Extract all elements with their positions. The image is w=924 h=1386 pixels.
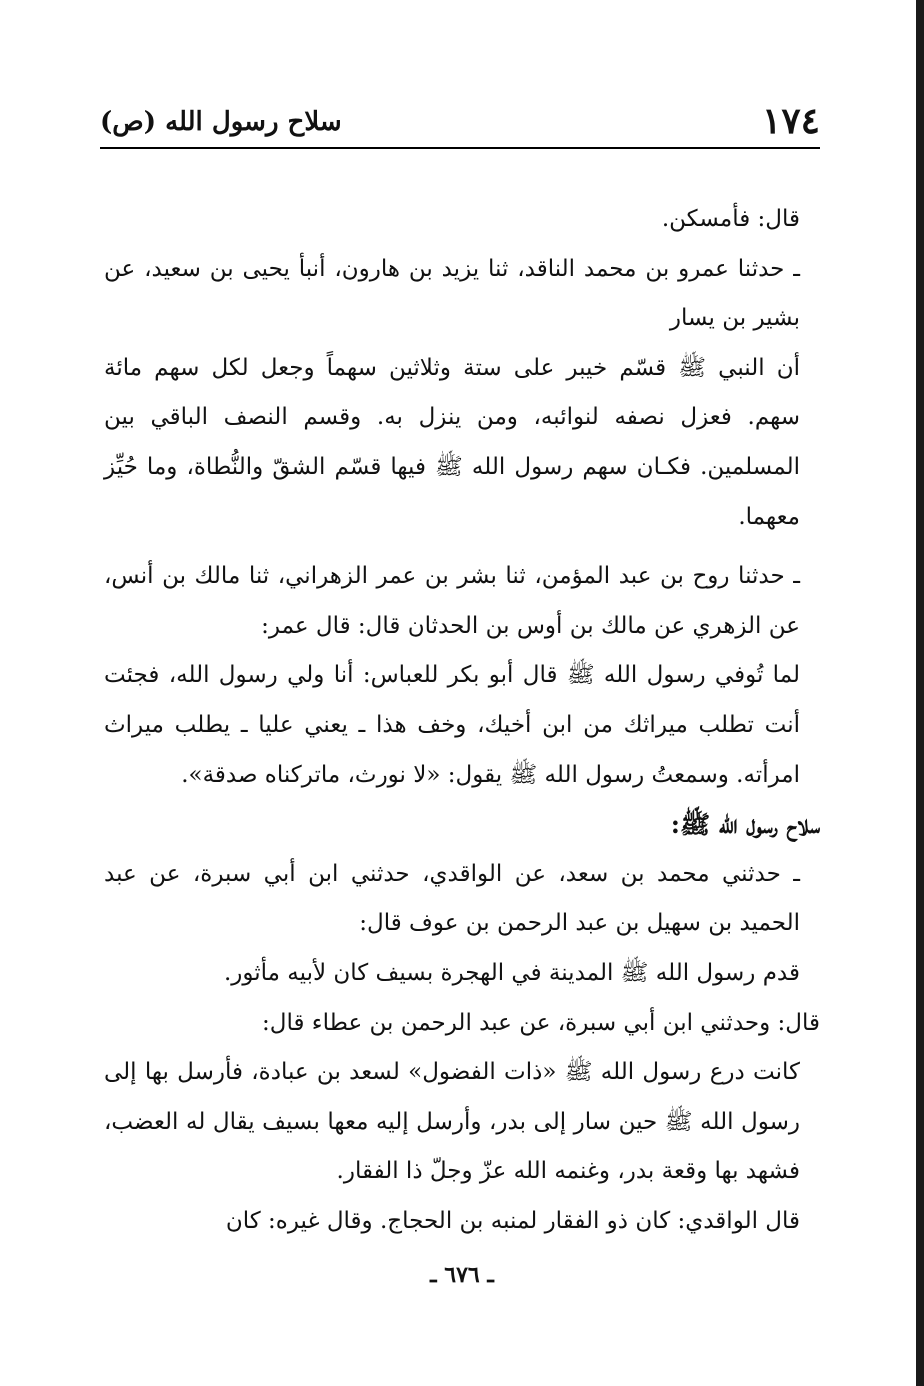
paragraph: أن النبي ﷺ قسّم خيبر على ستة وثلاثين سهماً وجعل لكل سهم مائة سهم. فعزل نصفه لنوائبه، ومن ينزل به. وقسم النصف الباقي بين المسلمين. فكـان سهم رسول الله ﷺ فيها قسّم الشقّ والنُّطاة، وما حُيِّز معهما. (104, 354, 800, 530)
paragraph: كانت درع رسول الله ﷺ «ذات الفضول» لسعد بن عبادة، فأرسل بها إلى رسول الله ﷺ حين سار إلى بدر، وأرسل إليه معها بسيف يقال له العضب، فشهد بها وقعة بدر، وغنمه الله عزّ وجلّ ذا الفقار. (104, 1059, 800, 1185)
scan-edge (916, 0, 924, 1386)
page-body (104, 195, 820, 1246)
paragraph: ـ حدثنا روح بن عبد المؤمن، ثنا بشر بن عمر الزهراني، ثنا مالك بن أنس، عن الزهري عن مالك بن أوس بن الحدثان قال: قال عمر: (104, 563, 800, 639)
section-heading: سلاح رسول الله ﷺ: (670, 810, 820, 840)
paragraph: قال: وحدثني ابن أبي سبرة، عن عبد الرحمن بن عطاء قال: (262, 1009, 820, 1036)
paragraph: قال الواقدي: كان ذو الفقار لمنبه بن الحجاج. وقال غيره: كان (225, 1207, 800, 1234)
page-header (100, 98, 820, 144)
page-number: ١٧٤ (761, 100, 820, 142)
header-rule (100, 147, 820, 149)
paragraph: ـ حدثني محمد بن سعد، عن الواقدي، حدثني ابن أبي سبرة، عن عبد الحميد بن سهيل بن عبد الرحمن بن عوف قال: (104, 860, 800, 937)
footer-page-number: ـ ٦٧٦ ـ (430, 1262, 494, 1288)
running-title: سلاح رسول الله (ص) (100, 107, 342, 137)
paragraph: ـ حدثنا عمرو بن محمد الناقد، ثنا يزيد بن هارون، أنبأ يحيى بن سعيد، عن بشير بن يسار (104, 255, 800, 332)
paragraph: لما تُوفي رسول الله ﷺ قال أبو بكر للعباس: أنا ولي رسول الله، فجئت أنت تطلب ميراثك من ابن أخيك، وخف هذا ـ يعني عليا ـ يطلب ميراث امرأته. وسمعتُ رسول الله ﷺ يقول: «لا نورث، ماتركناه صدقة». (104, 662, 800, 788)
paragraph: قدم رسول الله ﷺ المدينة في الهجرة بسيف كان لأبيه مأثور. (223, 959, 800, 986)
paragraph: قال: فأمسكن. (661, 206, 800, 232)
